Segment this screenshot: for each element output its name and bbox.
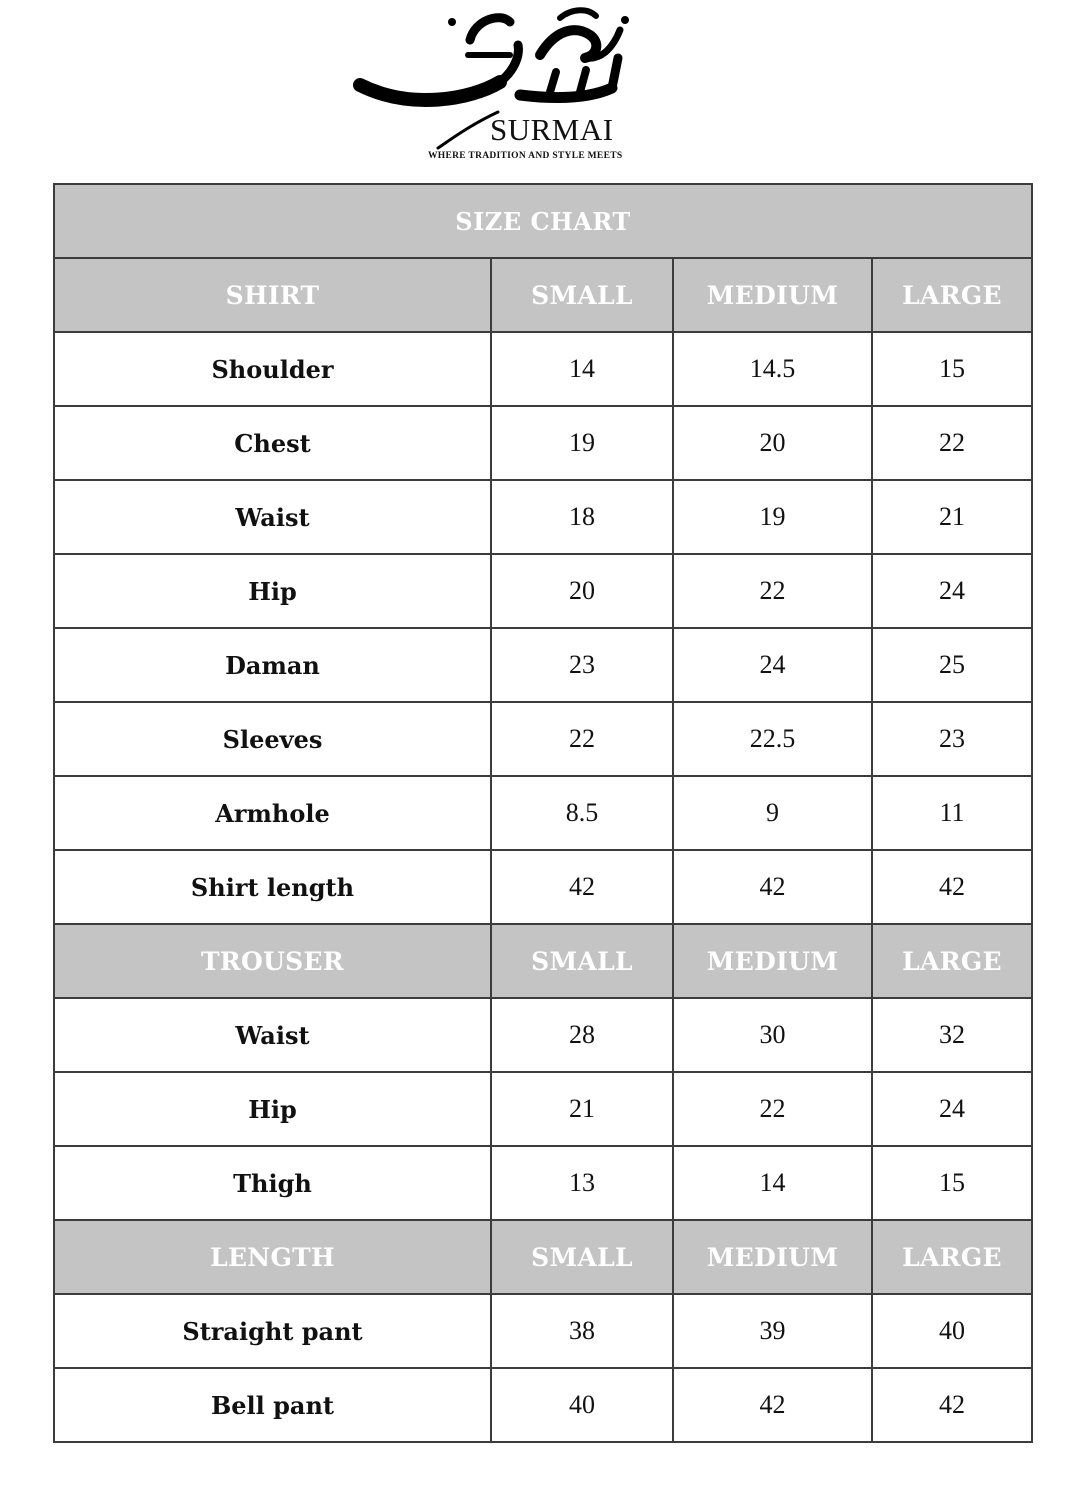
brand-tagline: WHERE TRADITION AND STYLE MEETS (428, 151, 623, 161)
measurement-label: Hip (54, 554, 491, 628)
measurement-label: Bell pant (54, 1368, 491, 1442)
measurement-value: 11 (872, 776, 1032, 850)
title-row (54, 184, 1032, 258)
table-row (54, 554, 1032, 628)
column-header-medium: MEDIUM (673, 258, 872, 332)
measurement-value: 23 (872, 702, 1032, 776)
measurement-value: 22 (491, 702, 673, 776)
measurement-label: Straight pant (54, 1294, 491, 1368)
measurement-value: 40 (872, 1294, 1032, 1368)
measurement-label: Armhole (54, 776, 491, 850)
section-header-row-length (54, 1220, 1032, 1294)
measurement-value: 42 (872, 1368, 1032, 1442)
measurement-label: Hip (54, 1072, 491, 1146)
measurement-value: 42 (872, 850, 1032, 924)
table-row (54, 776, 1032, 850)
table-row (54, 480, 1032, 554)
column-header-large: LARGE (872, 258, 1032, 332)
measurement-value: 24 (872, 1072, 1032, 1146)
measurement-value: 9 (673, 776, 872, 850)
measurement-value: 24 (673, 628, 872, 702)
table-row (54, 850, 1032, 924)
measurement-label: Waist (54, 480, 491, 554)
table-row (54, 702, 1032, 776)
column-header-small: SMALL (491, 1220, 673, 1294)
measurement-value: 24 (872, 554, 1032, 628)
measurement-value: 14 (673, 1146, 872, 1220)
section-header-row-shirt (54, 258, 1032, 332)
measurement-value: 18 (491, 480, 673, 554)
section-header-row-trouser (54, 924, 1032, 998)
measurement-label: Shoulder (54, 332, 491, 406)
table-row (54, 406, 1032, 480)
measurement-value: 23 (491, 628, 673, 702)
measurement-value: 19 (673, 480, 872, 554)
measurement-value: 42 (673, 1368, 872, 1442)
measurement-value: 42 (491, 850, 673, 924)
column-header-small: SMALL (491, 258, 673, 332)
column-header-large: LARGE (872, 1220, 1032, 1294)
measurement-value: 22 (673, 554, 872, 628)
table-row (54, 1368, 1032, 1442)
measurement-value: 19 (491, 406, 673, 480)
column-header-small: SMALL (491, 924, 673, 998)
measurement-value: 42 (673, 850, 872, 924)
measurement-value: 20 (491, 554, 673, 628)
measurement-label: Shirt length (54, 850, 491, 924)
measurement-value: 32 (872, 998, 1032, 1072)
measurement-value: 21 (872, 480, 1032, 554)
measurement-label: Daman (54, 628, 491, 702)
measurement-value: 15 (872, 332, 1032, 406)
measurement-label: Chest (54, 406, 491, 480)
measurement-value: 22 (872, 406, 1032, 480)
table-row (54, 628, 1032, 702)
brand-logo (350, 0, 650, 170)
measurement-value: 30 (673, 998, 872, 1072)
measurement-label: Thigh (54, 1146, 491, 1220)
column-header-medium: MEDIUM (673, 1220, 872, 1294)
table-row (54, 1294, 1032, 1368)
measurement-value: 22.5 (673, 702, 872, 776)
measurement-value: 15 (872, 1146, 1032, 1220)
measurement-value: 40 (491, 1368, 673, 1442)
measurement-label: Sleeves (54, 702, 491, 776)
measurement-value: 14.5 (673, 332, 872, 406)
measurement-value: 21 (491, 1072, 673, 1146)
measurement-value: 25 (872, 628, 1032, 702)
size-chart-table (53, 183, 1033, 1443)
chart-title: SIZE CHART (54, 184, 1032, 258)
section-header: SHIRT (54, 258, 491, 332)
measurement-value: 38 (491, 1294, 673, 1368)
measurement-label: Waist (54, 998, 491, 1072)
measurement-value: 14 (491, 332, 673, 406)
section-header: LENGTH (54, 1220, 491, 1294)
measurement-value: 8.5 (491, 776, 673, 850)
measurement-value: 22 (673, 1072, 872, 1146)
measurement-value: 20 (673, 406, 872, 480)
table-row (54, 1072, 1032, 1146)
brand-name: SURMAI (490, 112, 614, 147)
column-header-medium: MEDIUM (673, 924, 872, 998)
measurement-value: 39 (673, 1294, 872, 1368)
table-row (54, 1146, 1032, 1220)
table-row (54, 332, 1032, 406)
measurement-value: 28 (491, 998, 673, 1072)
column-header-large: LARGE (872, 924, 1032, 998)
table-row (54, 998, 1032, 1072)
measurement-value: 13 (491, 1146, 673, 1220)
section-header: TROUSER (54, 924, 491, 998)
size-chart-body (54, 184, 1032, 1442)
